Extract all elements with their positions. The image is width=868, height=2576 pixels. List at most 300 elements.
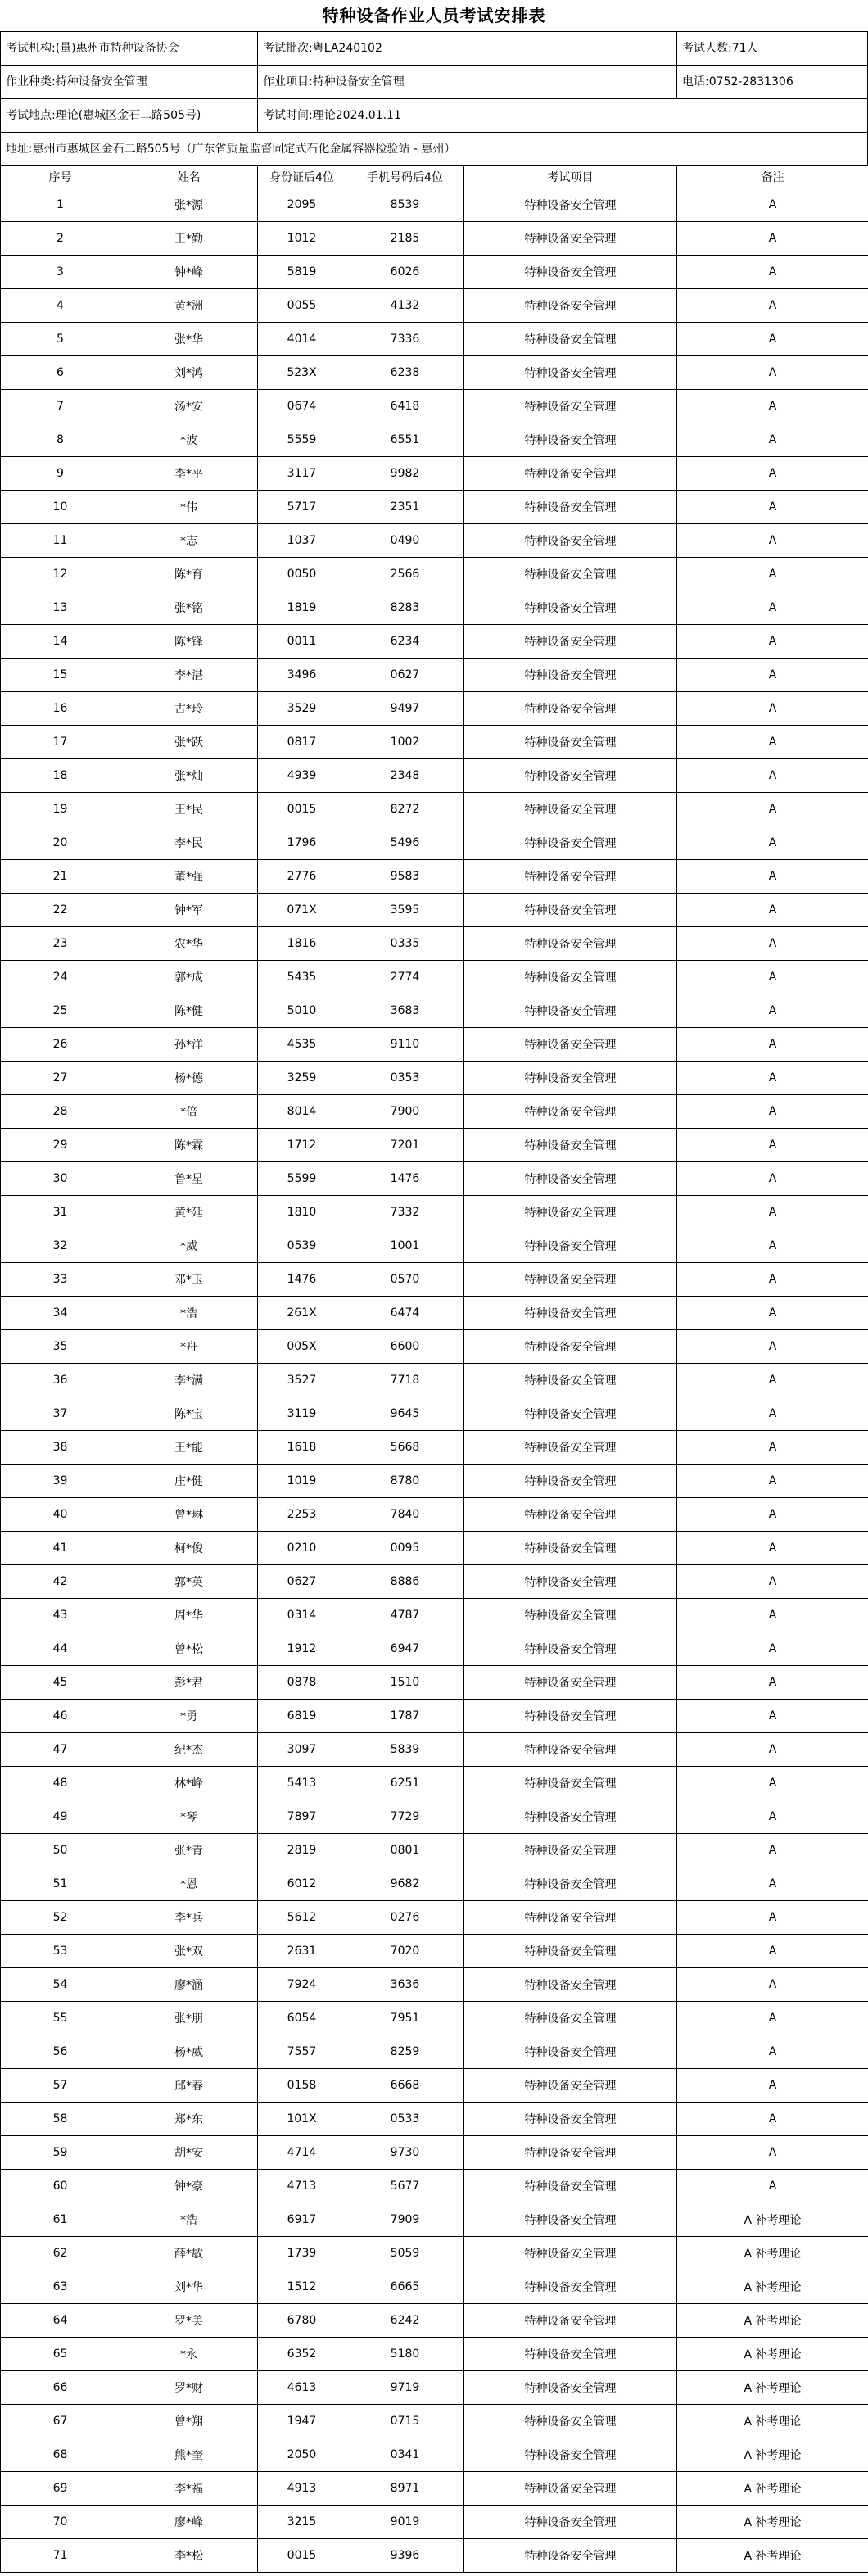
cell-phone-last4: 8259 xyxy=(346,2035,464,2069)
cell-exam-item: 特种设备安全管理 xyxy=(464,1229,677,1263)
cell-phone-last4: 6238 xyxy=(346,356,464,390)
cell-exam-item: 特种设备安全管理 xyxy=(464,2270,677,2304)
cell-seq: 23 xyxy=(1,927,120,961)
cell-remark: A xyxy=(677,1397,868,1431)
cell-seq: 16 xyxy=(1,692,120,726)
job-type: 作业种类:特种设备安全管理 xyxy=(0,65,257,98)
cell-id-last4: 4713 xyxy=(258,2170,346,2203)
cell-remark: A xyxy=(677,1465,868,1498)
table-row xyxy=(1,2002,868,2035)
cell-remark: A xyxy=(677,692,868,726)
cell-remark: A xyxy=(677,625,868,659)
cell-name: 刘*华 xyxy=(120,2270,258,2304)
header-row-4 xyxy=(0,132,868,165)
cell-exam-item: 特种设备安全管理 xyxy=(464,256,677,289)
table-row xyxy=(1,692,868,726)
cell-name: 古*玲 xyxy=(120,692,258,726)
table-row xyxy=(1,1129,868,1162)
cell-phone-last4: 1787 xyxy=(346,1700,464,1733)
header-row-1 xyxy=(0,31,868,65)
cell-id-last4: 1912 xyxy=(258,1632,346,1666)
cell-seq: 52 xyxy=(1,1901,120,1935)
cell-exam-item: 特种设备安全管理 xyxy=(464,1867,677,1901)
cell-id-last4: 2776 xyxy=(258,860,346,894)
cell-remark: A xyxy=(677,524,868,558)
cell-exam-item: 特种设备安全管理 xyxy=(464,793,677,826)
cell-remark: A xyxy=(677,323,868,356)
cell-remark: A xyxy=(677,793,868,826)
cell-remark: A 补考理论 xyxy=(677,2539,868,2573)
cell-id-last4: 7557 xyxy=(258,2035,346,2069)
cell-id-last4: 5819 xyxy=(258,256,346,289)
cell-name: 熊*奎 xyxy=(120,2438,258,2472)
column-header-id-last4: 身份证后4位 xyxy=(258,166,346,188)
cell-exam-item: 特种设备安全管理 xyxy=(464,1901,677,1935)
table-row xyxy=(1,558,868,591)
table-row xyxy=(1,659,868,692)
table-row xyxy=(1,1767,868,1800)
cell-remark: A xyxy=(677,1599,868,1632)
cell-remark: A xyxy=(677,1364,868,1397)
cell-seq: 47 xyxy=(1,1733,120,1767)
cell-remark: A xyxy=(677,491,868,524)
table-row xyxy=(1,2304,868,2338)
cell-seq: 27 xyxy=(1,1062,120,1095)
cell-name: 张*跃 xyxy=(120,726,258,759)
cell-seq: 49 xyxy=(1,1800,120,1834)
cell-seq: 38 xyxy=(1,1431,120,1465)
cell-exam-item: 特种设备安全管理 xyxy=(464,2405,677,2438)
cell-exam-item: 特种设备安全管理 xyxy=(464,1196,677,1229)
cell-phone-last4: 9730 xyxy=(346,2136,464,2170)
cell-name: 廖*峰 xyxy=(120,2506,258,2539)
cell-remark: A xyxy=(677,1095,868,1129)
cell-name: 李*兵 xyxy=(120,1901,258,1935)
cell-id-last4: 005X xyxy=(258,1330,346,1364)
cell-exam-item: 特种设备安全管理 xyxy=(464,961,677,994)
table-row xyxy=(1,591,868,625)
cell-seq: 10 xyxy=(1,491,120,524)
cell-id-last4: 3529 xyxy=(258,692,346,726)
cell-phone-last4: 8780 xyxy=(346,1465,464,1498)
cell-phone-last4: 3683 xyxy=(346,994,464,1028)
cell-phone-last4: 9497 xyxy=(346,692,464,726)
table-row xyxy=(1,2472,868,2506)
cell-id-last4: 1012 xyxy=(258,222,346,256)
cell-id-last4: 6012 xyxy=(258,1867,346,1901)
cell-remark: A xyxy=(677,1297,868,1330)
table-row xyxy=(1,625,868,659)
cell-phone-last4: 7729 xyxy=(346,1800,464,1834)
cell-phone-last4: 0570 xyxy=(346,1263,464,1297)
cell-id-last4: 0674 xyxy=(258,390,346,423)
cell-name: *永 xyxy=(120,2338,258,2371)
cell-id-last4: 0011 xyxy=(258,625,346,659)
cell-phone-last4: 1476 xyxy=(346,1162,464,1196)
cell-seq: 11 xyxy=(1,524,120,558)
cell-phone-last4: 6600 xyxy=(346,1330,464,1364)
table-row xyxy=(1,1867,868,1901)
cell-phone-last4: 0353 xyxy=(346,1062,464,1095)
cell-seq: 5 xyxy=(1,323,120,356)
cell-phone-last4: 8539 xyxy=(346,188,464,222)
cell-seq: 58 xyxy=(1,2103,120,2136)
cell-name: 钟*豪 xyxy=(120,2170,258,2203)
cell-exam-item: 特种设备安全管理 xyxy=(464,1330,677,1364)
cell-exam-item: 特种设备安全管理 xyxy=(464,1431,677,1465)
cell-id-last4: 0050 xyxy=(258,558,346,591)
table-row xyxy=(1,1800,868,1834)
cell-phone-last4: 9583 xyxy=(346,860,464,894)
cell-phone-last4: 2774 xyxy=(346,961,464,994)
table-row xyxy=(1,2203,868,2237)
cell-id-last4: 2095 xyxy=(258,188,346,222)
cell-exam-item: 特种设备安全管理 xyxy=(464,1599,677,1632)
cell-id-last4: 1037 xyxy=(258,524,346,558)
cell-phone-last4: 9719 xyxy=(346,2371,464,2405)
table-row xyxy=(1,1330,868,1364)
cell-phone-last4: 0801 xyxy=(346,1834,464,1867)
cell-remark: A xyxy=(677,1431,868,1465)
cell-name: 鲁*星 xyxy=(120,1162,258,1196)
cell-seq: 56 xyxy=(1,2035,120,2069)
table-row xyxy=(1,1498,868,1532)
cell-id-last4: 5599 xyxy=(258,1162,346,1196)
table-row xyxy=(1,1935,868,1968)
cell-name: 邓*玉 xyxy=(120,1263,258,1297)
cell-name: 曾*琳 xyxy=(120,1498,258,1532)
cell-phone-last4: 0715 xyxy=(346,2405,464,2438)
cell-seq: 51 xyxy=(1,1867,120,1901)
cell-phone-last4: 3595 xyxy=(346,894,464,927)
cell-remark: A xyxy=(677,222,868,256)
cell-name: 郑*东 xyxy=(120,2103,258,2136)
cell-phone-last4: 5180 xyxy=(346,2338,464,2371)
cell-name: 邱*春 xyxy=(120,2069,258,2103)
cell-phone-last4: 5059 xyxy=(346,2237,464,2270)
column-header-phone-last4: 手机号码后4位 xyxy=(346,166,464,188)
cell-exam-item: 特种设备安全管理 xyxy=(464,1465,677,1498)
table-row xyxy=(1,1263,868,1297)
cell-phone-last4: 6668 xyxy=(346,2069,464,2103)
cell-remark: A xyxy=(677,1062,868,1095)
cell-exam-item: 特种设备安全管理 xyxy=(464,289,677,323)
cell-remark: A 补考理论 xyxy=(677,2203,868,2237)
cell-seq: 36 xyxy=(1,1364,120,1397)
cell-name: 张*源 xyxy=(120,188,258,222)
cell-seq: 43 xyxy=(1,1599,120,1632)
cell-name: 陈*宝 xyxy=(120,1397,258,1431)
cell-seq: 69 xyxy=(1,2472,120,2506)
cell-exam-item: 特种设备安全管理 xyxy=(464,1095,677,1129)
cell-exam-item: 特种设备安全管理 xyxy=(464,1767,677,1800)
cell-seq: 63 xyxy=(1,2270,120,2304)
cell-id-last4: 6054 xyxy=(258,2002,346,2035)
cell-exam-item: 特种设备安全管理 xyxy=(464,2371,677,2405)
cell-remark: A xyxy=(677,1733,868,1767)
cell-id-last4: 2631 xyxy=(258,1935,346,1968)
cell-remark: A xyxy=(677,1666,868,1700)
cell-name: 杨*德 xyxy=(120,1062,258,1095)
cell-name: 李*湛 xyxy=(120,659,258,692)
cell-exam-item: 特种设备安全管理 xyxy=(464,323,677,356)
cell-seq: 4 xyxy=(1,289,120,323)
cell-id-last4: 0015 xyxy=(258,2539,346,2573)
cell-exam-item: 特种设备安全管理 xyxy=(464,1532,677,1565)
cell-seq: 40 xyxy=(1,1498,120,1532)
cell-exam-item: 特种设备安全管理 xyxy=(464,1297,677,1330)
cell-remark: A xyxy=(677,894,868,927)
cell-seq: 67 xyxy=(1,2405,120,2438)
cell-remark: A xyxy=(677,1901,868,1935)
cell-seq: 8 xyxy=(1,423,120,457)
cell-phone-last4: 2351 xyxy=(346,491,464,524)
cell-seq: 19 xyxy=(1,793,120,826)
header-info xyxy=(0,31,868,165)
cell-remark: A xyxy=(677,1028,868,1062)
exam-batch: 考试批次:粤LA240102 xyxy=(257,31,676,65)
table-row xyxy=(1,2103,868,2136)
cell-id-last4: 1796 xyxy=(258,826,346,860)
cell-remark: A xyxy=(677,1700,868,1733)
cell-id-last4: 101X xyxy=(258,2103,346,2136)
cell-name: 郭*成 xyxy=(120,961,258,994)
cell-name: *浩 xyxy=(120,2203,258,2237)
cell-id-last4: 1476 xyxy=(258,1263,346,1297)
cell-name: 庄*健 xyxy=(120,1465,258,1498)
cell-name: 薛*敏 xyxy=(120,2237,258,2270)
cell-exam-item: 特种设备安全管理 xyxy=(464,457,677,491)
cell-name: 钟*峰 xyxy=(120,256,258,289)
cell-seq: 24 xyxy=(1,961,120,994)
cell-remark: A 补考理论 xyxy=(677,2405,868,2438)
cell-phone-last4: 8272 xyxy=(346,793,464,826)
exam-org: 考试机构:(量)惠州市特种设备协会 xyxy=(0,31,257,65)
cell-exam-item: 特种设备安全管理 xyxy=(464,491,677,524)
cell-remark: A xyxy=(677,1263,868,1297)
cell-exam-item: 特种设备安全管理 xyxy=(464,927,677,961)
table-body xyxy=(1,188,868,2573)
cell-exam-item: 特种设备安全管理 xyxy=(464,1129,677,1162)
cell-seq: 59 xyxy=(1,2136,120,2170)
cell-seq: 29 xyxy=(1,1129,120,1162)
header-row-3 xyxy=(0,98,868,132)
cell-id-last4: 0015 xyxy=(258,793,346,826)
exam-count: 考试人数:71人 xyxy=(676,31,868,65)
table-row xyxy=(1,1565,868,1599)
cell-name: 李*福 xyxy=(120,2472,258,2506)
cell-remark: A xyxy=(677,356,868,390)
cell-remark: A 补考理论 xyxy=(677,2472,868,2506)
cell-remark: A xyxy=(677,1565,868,1599)
cell-remark: A xyxy=(677,2170,868,2203)
document-title: 特种设备作业人员考试安排表 xyxy=(322,6,546,25)
cell-seq: 48 xyxy=(1,1767,120,1800)
column-header-remark: 备注 xyxy=(677,166,868,188)
cell-remark: A xyxy=(677,759,868,793)
table-row xyxy=(1,457,868,491)
cell-phone-last4: 0627 xyxy=(346,659,464,692)
table-row xyxy=(1,491,868,524)
cell-seq: 66 xyxy=(1,2371,120,2405)
cell-seq: 17 xyxy=(1,726,120,759)
cell-id-last4: 3215 xyxy=(258,2506,346,2539)
table-row xyxy=(1,222,868,256)
cell-id-last4: 3259 xyxy=(258,1062,346,1095)
cell-name: *威 xyxy=(120,1229,258,1263)
cell-phone-last4: 0341 xyxy=(346,2438,464,2472)
cell-name: 孙*洋 xyxy=(120,1028,258,1062)
cell-remark: A 补考理论 xyxy=(677,2304,868,2338)
table-row xyxy=(1,2035,868,2069)
cell-remark: A xyxy=(677,1229,868,1263)
cell-remark: A xyxy=(677,1129,868,1162)
cell-remark: A xyxy=(677,1935,868,1968)
cell-seq: 1 xyxy=(1,188,120,222)
cell-id-last4: 5413 xyxy=(258,1767,346,1800)
cell-name: *波 xyxy=(120,423,258,457)
exam-place: 考试地点:理论(惠城区金石二路505号) xyxy=(0,98,257,132)
cell-name: 农*华 xyxy=(120,927,258,961)
cell-id-last4: 0158 xyxy=(258,2069,346,2103)
cell-remark: A 补考理论 xyxy=(677,2270,868,2304)
cell-name: *琴 xyxy=(120,1800,258,1834)
cell-id-last4: 3117 xyxy=(258,457,346,491)
cell-name: 刘*鸿 xyxy=(120,356,258,390)
cell-name: 王*勤 xyxy=(120,222,258,256)
table-row xyxy=(1,1364,868,1397)
cell-name: 黄*洲 xyxy=(120,289,258,323)
cell-id-last4: 2253 xyxy=(258,1498,346,1532)
table-row xyxy=(1,1632,868,1666)
cell-seq: 65 xyxy=(1,2338,120,2371)
cell-exam-item: 特种设备安全管理 xyxy=(464,1968,677,2002)
table-row xyxy=(1,188,868,222)
cell-id-last4: 6819 xyxy=(258,1700,346,1733)
cell-phone-last4: 3636 xyxy=(346,1968,464,2002)
cell-seq: 28 xyxy=(1,1095,120,1129)
cell-seq: 57 xyxy=(1,2069,120,2103)
table-row xyxy=(1,2270,868,2304)
cell-name: 彭*君 xyxy=(120,1666,258,1700)
cell-seq: 62 xyxy=(1,2237,120,2270)
cell-exam-item: 特种设备安全管理 xyxy=(464,423,677,457)
cell-name: 张*双 xyxy=(120,1935,258,1968)
table-row xyxy=(1,1431,868,1465)
cell-id-last4: 0627 xyxy=(258,1565,346,1599)
cell-name: 罗*财 xyxy=(120,2371,258,2405)
cell-id-last4: 1947 xyxy=(258,2405,346,2438)
cell-remark: A xyxy=(677,961,868,994)
cell-exam-item: 特种设备安全管理 xyxy=(464,188,677,222)
cell-id-last4: 2819 xyxy=(258,1834,346,1867)
table-row xyxy=(1,1532,868,1565)
cell-seq: 2 xyxy=(1,222,120,256)
table-row xyxy=(1,2539,868,2573)
cell-phone-last4: 0095 xyxy=(346,1532,464,1565)
cell-id-last4: 523X xyxy=(258,356,346,390)
cell-id-last4: 3119 xyxy=(258,1397,346,1431)
table-row xyxy=(1,2371,868,2405)
cell-exam-item: 特种设备安全管理 xyxy=(464,2472,677,2506)
cell-remark: A xyxy=(677,726,868,759)
cell-phone-last4: 9682 xyxy=(346,1867,464,1901)
cell-remark: A xyxy=(677,826,868,860)
table-row xyxy=(1,1666,868,1700)
cell-remark: A xyxy=(677,1162,868,1196)
cell-seq: 21 xyxy=(1,860,120,894)
cell-name: 周*华 xyxy=(120,1599,258,1632)
table-row xyxy=(1,1062,868,1095)
cell-phone-last4: 6474 xyxy=(346,1297,464,1330)
cell-id-last4: 2050 xyxy=(258,2438,346,2472)
cell-id-last4: 4613 xyxy=(258,2371,346,2405)
cell-remark: A xyxy=(677,256,868,289)
cell-remark: A xyxy=(677,927,868,961)
cell-name: *浩 xyxy=(120,1297,258,1330)
cell-phone-last4: 0335 xyxy=(346,927,464,961)
cell-exam-item: 特种设备安全管理 xyxy=(464,1800,677,1834)
cell-name: 李*满 xyxy=(120,1364,258,1397)
cell-name: 郭*英 xyxy=(120,1565,258,1599)
cell-phone-last4: 8886 xyxy=(346,1565,464,1599)
cell-remark: A xyxy=(677,591,868,625)
column-header-seq: 序号 xyxy=(1,166,120,188)
cell-exam-item: 特种设备安全管理 xyxy=(464,390,677,423)
cell-phone-last4: 9110 xyxy=(346,1028,464,1062)
cell-name: 曾*翔 xyxy=(120,2405,258,2438)
cell-exam-item: 特种设备安全管理 xyxy=(464,2438,677,2472)
cell-name: 汤*安 xyxy=(120,390,258,423)
cell-seq: 6 xyxy=(1,356,120,390)
cell-name: 王*能 xyxy=(120,1431,258,1465)
table-row xyxy=(1,289,868,323)
table-row xyxy=(1,1599,868,1632)
cell-phone-last4: 6251 xyxy=(346,1767,464,1800)
cell-id-last4: 5559 xyxy=(258,423,346,457)
cell-name: 罗*美 xyxy=(120,2304,258,2338)
cell-seq: 42 xyxy=(1,1565,120,1599)
cell-id-last4: 1019 xyxy=(258,1465,346,1498)
cell-name: *舟 xyxy=(120,1330,258,1364)
cell-exam-item: 特种设备安全管理 xyxy=(464,1935,677,1968)
cell-id-last4: 4913 xyxy=(258,2472,346,2506)
cell-exam-item: 特种设备安全管理 xyxy=(464,826,677,860)
cell-remark: A xyxy=(677,2069,868,2103)
cell-exam-item: 特种设备安全管理 xyxy=(464,222,677,256)
cell-id-last4: 0878 xyxy=(258,1666,346,1700)
cell-phone-last4: 6665 xyxy=(346,2270,464,2304)
table-row xyxy=(1,390,868,423)
cell-seq: 61 xyxy=(1,2203,120,2237)
cell-seq: 15 xyxy=(1,659,120,692)
cell-remark: A xyxy=(677,659,868,692)
cell-seq: 60 xyxy=(1,2170,120,2203)
cell-seq: 32 xyxy=(1,1229,120,1263)
cell-phone-last4: 7900 xyxy=(346,1095,464,1129)
table-row xyxy=(1,2136,868,2170)
cell-id-last4: 0539 xyxy=(258,1229,346,1263)
cell-phone-last4: 7336 xyxy=(346,323,464,356)
cell-remark: A xyxy=(677,2002,868,2035)
cell-id-last4: 0314 xyxy=(258,1599,346,1632)
cell-phone-last4: 9019 xyxy=(346,2506,464,2539)
table-row xyxy=(1,1028,868,1062)
column-header-exam-item: 考试项目 xyxy=(464,166,677,188)
cell-phone-last4: 6242 xyxy=(346,2304,464,2338)
cell-name: 陈*育 xyxy=(120,558,258,591)
cell-id-last4: 6780 xyxy=(258,2304,346,2338)
